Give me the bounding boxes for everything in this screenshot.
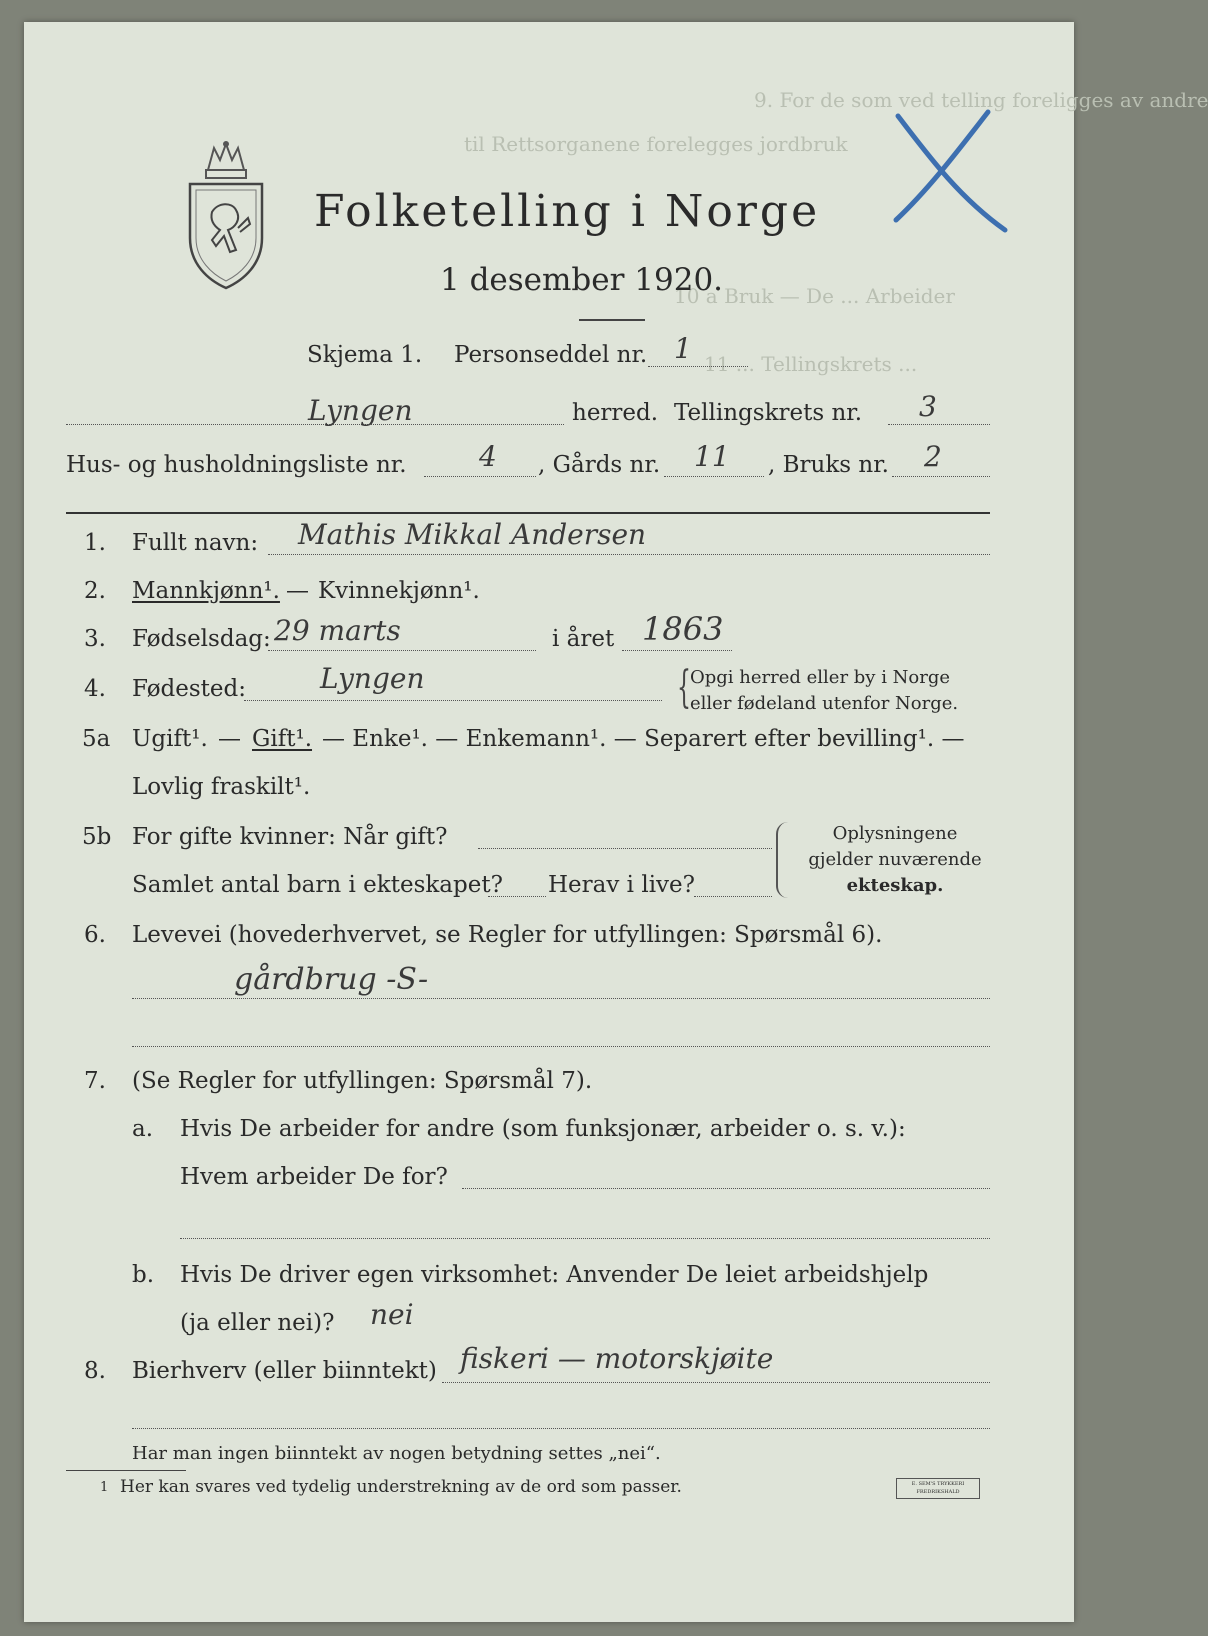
bleed-text-2: til Rettsorganene forelegges jordbruk xyxy=(464,132,848,156)
q5b-line-3 xyxy=(694,896,772,897)
personseddel-label: Personseddel nr. xyxy=(454,342,648,368)
q3-year-line xyxy=(622,650,732,651)
personseddel-value: 1 xyxy=(674,332,692,365)
footnote-text: Her kan svares ved tydelig understrekning av de ord som passer. xyxy=(120,1477,682,1497)
bleed-text-3: 10 a Bruk — De ... Arbeider xyxy=(674,284,955,308)
q4-note-1: Opgi herred eller by i Norge xyxy=(690,667,951,688)
title-divider xyxy=(579,319,645,321)
q5a-dash: — xyxy=(218,726,241,752)
tellingskrets-label: Tellingskrets nr. xyxy=(674,400,863,426)
q5b-line-1 xyxy=(478,848,772,849)
q5b-label-2: Samlet antal barn i ekteskapet? xyxy=(132,872,503,898)
q5b-note-1: Oplysningene xyxy=(832,823,958,844)
q2-male-option: Mannkjønn¹. xyxy=(132,578,280,604)
q4-value: Lyngen xyxy=(320,662,425,695)
tellingskrets-line xyxy=(888,424,990,425)
q7a-line-1 xyxy=(462,1188,990,1189)
q7a-question: Hvem arbeider De for? xyxy=(180,1164,448,1190)
q3-number: 3. xyxy=(84,626,106,652)
q4-note-2: eller fødeland utenfor Norge. xyxy=(690,693,959,714)
q3-value: 29 marts xyxy=(274,614,401,647)
q1-number: 1. xyxy=(84,530,106,556)
q7a-letter: a. xyxy=(132,1116,154,1142)
q5a-line2: Lovlig fraskilt¹. xyxy=(132,774,311,800)
gards-line xyxy=(664,476,764,477)
bruks-label: , Bruks nr. xyxy=(768,452,889,478)
q6-line-1 xyxy=(132,998,990,999)
herred-label: herred. xyxy=(572,400,659,426)
personseddel-line xyxy=(648,366,748,367)
q1-label: Fullt navn: xyxy=(132,530,259,556)
q5b-line-2 xyxy=(488,896,546,897)
hus-label: Hus- og husholdningsliste nr. xyxy=(66,452,407,478)
q5a-gift-option: Gift¹. xyxy=(252,726,313,752)
q7a-text: Hvis De arbeider for andre (som funksjonær, arbeider o. s. v.): xyxy=(180,1116,906,1142)
gards-label: , Gårds nr. xyxy=(538,452,661,478)
skjema-label: Skjema 1. xyxy=(307,342,423,368)
bruks-value: 2 xyxy=(924,440,942,473)
q7b-question: (ja eller nei)? xyxy=(180,1310,335,1336)
q6-value: gårdbrug -S- xyxy=(234,962,429,997)
footer-note: Har man ingen biinntekt av nogen betydning settes „nei“. xyxy=(132,1443,661,1464)
q5b-note-2: gjelder nuværende xyxy=(808,849,982,870)
q4-number: 4. xyxy=(84,676,106,702)
q1-line xyxy=(268,554,990,555)
q5a-ugift: Ugift¹. xyxy=(132,726,208,752)
q6-number: 6. xyxy=(84,922,106,948)
q8-value: fiskeri — motorskjøite xyxy=(460,1342,774,1375)
q6-label: Levevei (hovederhvervet, se Regler for utfyllingen: Spørsmål 6). xyxy=(132,922,883,948)
q3-year-label: i året xyxy=(552,626,615,652)
blue-x-mark xyxy=(880,108,1020,238)
q7-label: (Se Regler for utfyllingen: Spørsmål 7). xyxy=(132,1068,593,1094)
q1-value: Mathis Mikkal Andersen xyxy=(298,518,647,551)
hus-line xyxy=(424,476,536,477)
q8-line-1 xyxy=(442,1382,990,1383)
q2-number: 2. xyxy=(84,578,106,604)
bleed-text-4: 11 ... Tellingskrets ... xyxy=(704,352,918,376)
herred-value: Lyngen xyxy=(308,394,413,427)
form-title: Folketelling i Norge xyxy=(314,186,821,237)
bruks-line xyxy=(892,476,990,477)
q4-brace: { xyxy=(677,662,691,713)
q7b-letter: b. xyxy=(132,1262,155,1288)
q4-line xyxy=(244,700,662,701)
q5b-bracket xyxy=(776,822,788,898)
census-form-page xyxy=(24,22,1208,1622)
q8-number: 8. xyxy=(84,1358,106,1384)
q3-label: Fødselsdag: xyxy=(132,626,271,652)
bleed-text-1: 9. For de som ved telling foreligges av andre xyxy=(754,88,1208,112)
q7a-line-2 xyxy=(180,1238,990,1239)
q5a-number: 5a xyxy=(82,726,111,752)
footnote-mark: 1 xyxy=(100,1480,109,1495)
q5a-other-options: — Enke¹. — Enkemann¹. — Separert efter bevilling¹. — xyxy=(322,726,965,752)
coat-of-arms-icon xyxy=(184,140,268,292)
q5b-number: 5b xyxy=(82,824,112,850)
q7b-value: nei xyxy=(370,1298,414,1331)
q5b-note-3: ekteskap. xyxy=(846,875,944,896)
gards-value: 11 xyxy=(694,440,730,473)
q6-line-2 xyxy=(132,1046,990,1047)
hus-value: 4 xyxy=(479,440,497,473)
q5b-label-3: Herav i live? xyxy=(548,872,695,898)
q7-number: 7. xyxy=(84,1068,106,1094)
q4-label: Fødested: xyxy=(132,676,247,702)
header-separator xyxy=(66,512,990,514)
q8-line-2 xyxy=(132,1428,990,1429)
q8-label: Bierhverv (eller biinntekt) xyxy=(132,1358,437,1384)
printer-stamp: E. SEM'S TRYKKERI FREDRIKSHALD xyxy=(896,1478,980,1499)
q2-separator: — xyxy=(286,578,309,604)
q3-line xyxy=(268,650,536,651)
form-date: 1 desember 1920. xyxy=(440,262,724,298)
q3-year-value: 1863 xyxy=(642,610,724,648)
footnote-rule xyxy=(66,1470,186,1471)
q7b-text: Hvis De driver egen virksomhet: Anvender De leiet arbeidshjelp xyxy=(180,1262,929,1288)
q5b-label-1: For gifte kvinner: Når gift? xyxy=(132,824,448,850)
tellingskrets-value: 3 xyxy=(919,390,937,423)
q2-female-option: Kvinnekjønn¹. xyxy=(318,578,480,604)
